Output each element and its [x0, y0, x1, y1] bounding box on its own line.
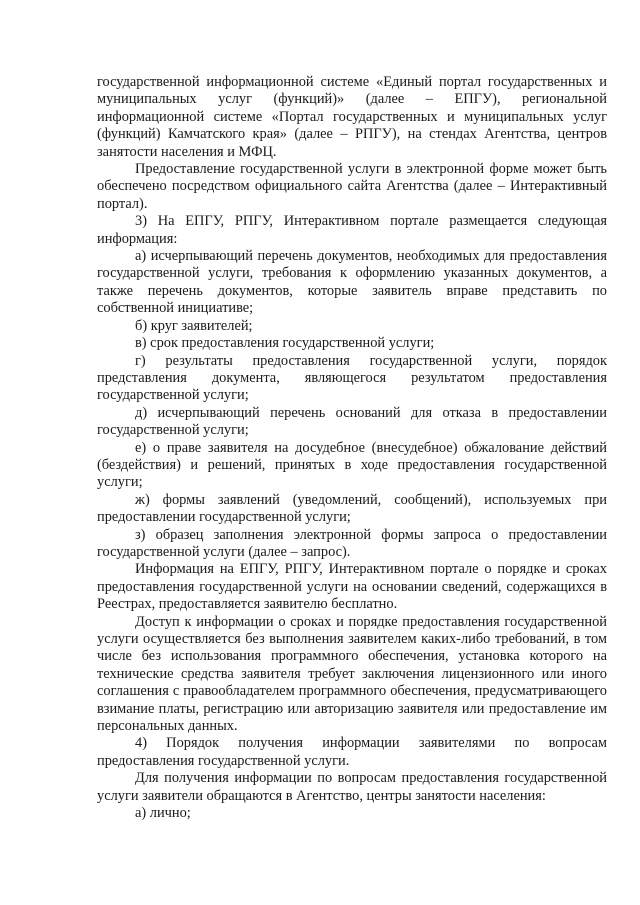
list-item-b: б) круг заявителей;: [135, 317, 253, 334]
paragraph-portals-continued: государственной информационной системе «Единый портал государственных и муниципальных услуг (функций)» (далее – ЕПГУ), региональной информационной системе «Портал государственных и муниципальных услуг (функций) Камчатского края» (далее – РПГУ), на стендах Агентства, центров занятости населения и МФЦ.: [97, 74, 607, 160]
list-item-d: д) исчерпывающий перечень оснований для отказа в предоставлении государственной услуги;: [97, 404, 607, 439]
paragraph-free-info: Информация на ЕПГУ, РПГУ, Интерактивном портале о порядке и сроках предоставления государственной услуги на основании сведений, содержащихся в Реестрах, предоставляется заявителю бесплатно.: [97, 561, 607, 613]
list-item-in-person: а) лично;: [135, 805, 191, 822]
list-item-v: в) срок предоставления государственной услуги;: [135, 335, 435, 352]
list-item-z: з) образец заполнения электронной формы запроса о предоставлении государственной услуги (далее – запрос).: [97, 526, 607, 560]
list-item-zh: ж) формы заявлений (уведомлений, сообщений), используемых при предоставлении государственной услуги;: [97, 491, 607, 526]
document-page: [97, 74, 607, 822]
list-item-e: е) о праве заявителя на досудебное (внесудебное) обжалование действий (бездействия) и решений, принятых в ходе предоставления государственной услуги;: [97, 439, 607, 491]
paragraph-electronic-form: Предоставление государственной услуги в электронной форме может быть обеспечено посредством официального сайта Агентства (далее – Интерактивный портал).: [97, 161, 607, 212]
paragraph-item-4: 4) Порядок получения информации заявителями по вопросам предоставления государственной услуги.: [97, 735, 607, 769]
paragraph-access: Доступ к информации о сроках и порядке предоставления государственной услуги осуществляется без выполнения заявителем каких-либо требований, в том числе без использования программного обеспечения, установка которого на технические средства заявителя требует заключения лицензионного или иного соглашения с правообладателем программного обеспечения, предусматривающего взимание платы, регистрацию или авторизацию заявителя или предоставление им персональных данных.: [97, 613, 607, 735]
paragraph-item-3: 3) На ЕПГУ, РПГУ, Интерактивном портале размещается следующая информация:: [97, 213, 607, 247]
list-item-g: г) результаты предоставления государственной услуги, порядок представления документа, являющегося результатом предоставления государственной услуги;: [97, 352, 607, 404]
paragraph-obtaining-info: Для получения информации по вопросам предоставления государственной услуги заявители обращаются в Агентство, центры занятости населения:: [97, 770, 607, 804]
list-item-a: а) исчерпывающий перечень документов, необходимых для предоставления государственной услуги, требования к оформлению указанных документов, а также перечень документов, которые заявитель вправе представить по собственной инициативе;: [97, 248, 607, 317]
